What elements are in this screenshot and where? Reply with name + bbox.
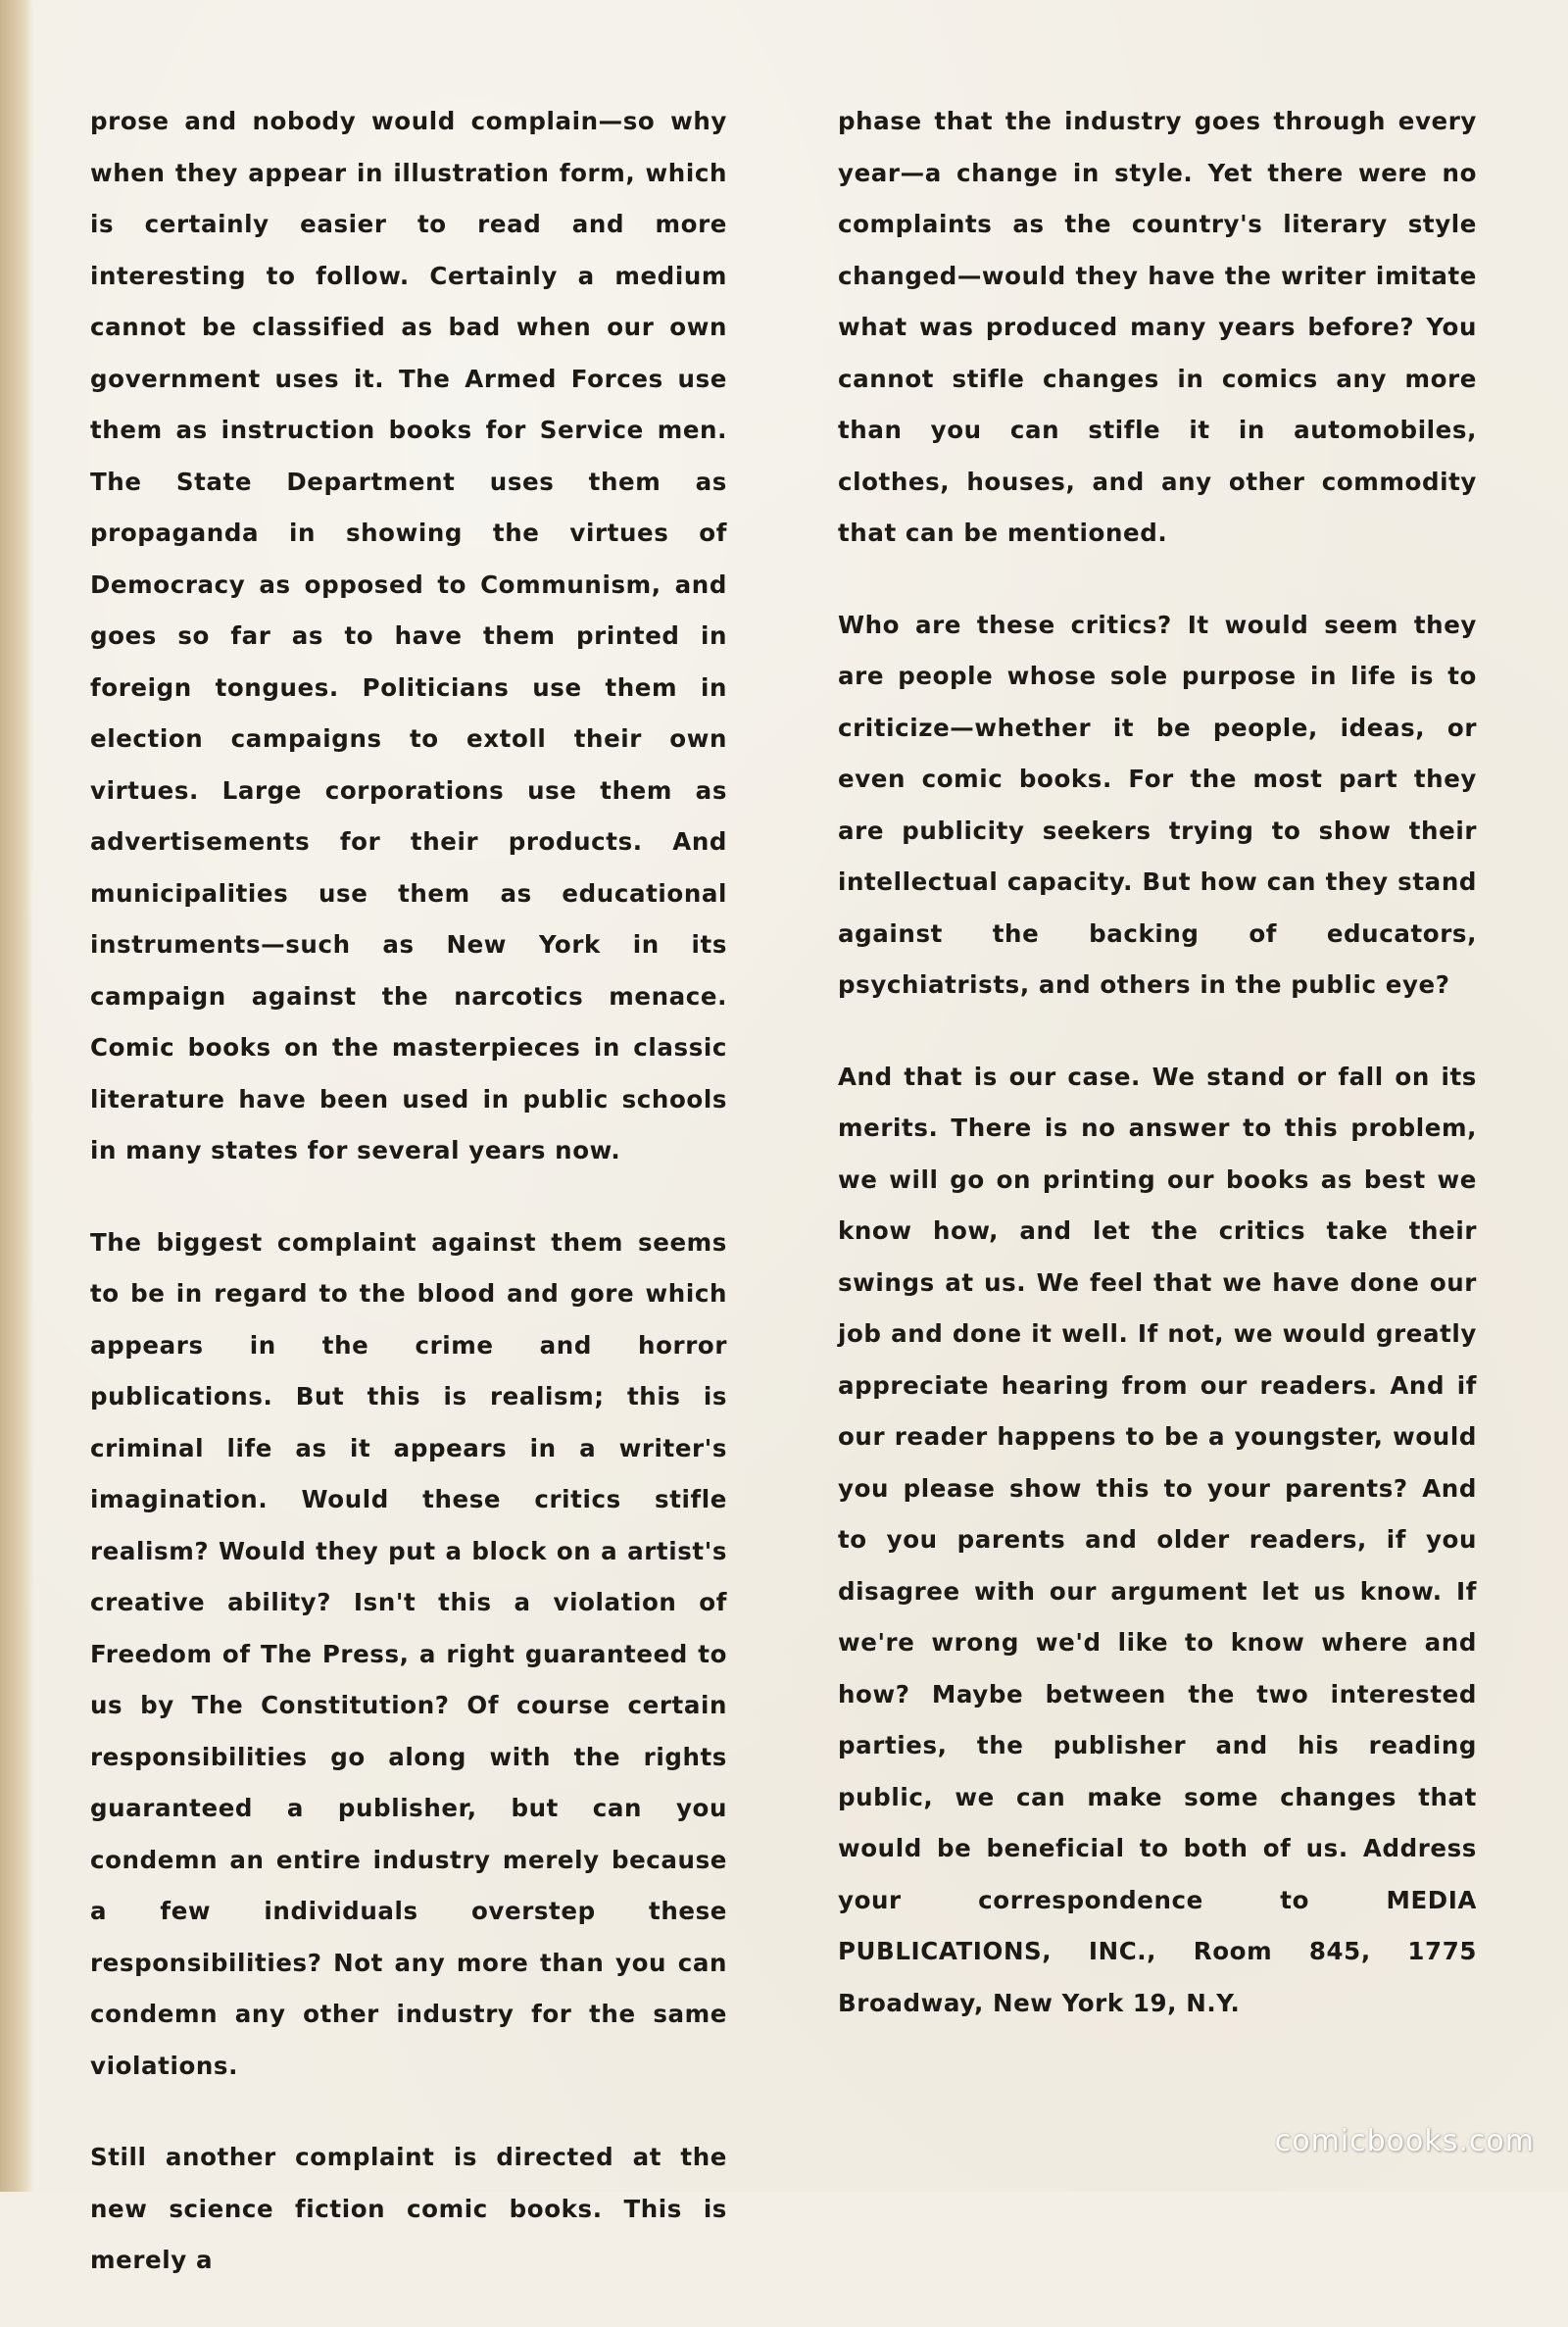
watermark: comicbooks.com: [1274, 2124, 1535, 2158]
right-column: [838, 96, 1477, 2069]
left-column: [90, 96, 727, 2327]
right-paragraph-1: phase that the industry goes through every year—a change in style. Yet there were no complaints as the country's literary style changed—would they have the writer imitate what was produced many years before? You cannot stifle changes in comics any more than you can stifle it in automobiles, clothes, houses, and any other commodity that can be mentioned.: [838, 107, 1477, 547]
binding-edge: [0, 0, 33, 2192]
left-paragraph-3: Still another complaint is directed at the new science fiction comic books. This is merely a: [90, 2143, 727, 2274]
right-paragraph-2: Who are these critics? It would seem they are people whose sole purpose in life is to criticize—whether it be people, ideas, or even comic books. For the most part they are publicity seekers trying to show their intellectual capacity. But how can they stand against the backing of educators, psychiatrists, and others in the public eye?: [838, 610, 1477, 999]
left-paragraph-2: The biggest complaint against them seems to be in regard to the blood and gore which appears in the crime and horror publications. But this is realism; this is criminal life as it appears in a writer's imagination. Would these critics stifle realism? Would they put a block on a artist's creative ability? Isn't this a violation of Freedom of The Press, a right guaranteed to us by The Constitution? Of course certain responsibilities go along with the rights guaranteed a publisher, but can you condemn an entire industry merely because a few individuals overstep these responsibilities? Not any more than you can condemn any other industry for the same violations.: [90, 1227, 727, 2080]
right-paragraph-3: And that is our case. We stand or fall on its merits. There is no answer to this problem, we will go on printing our books as best we know how, and let the critics take their swings at us. We feel that we have done our job and done it well. If not, we would greatly appreciate hearing from our readers. And if our reader happens to be a youngster, would you please show this to your parents? And to you parents and older readers, if you disagree with our argument let us know. If we're wrong we'd like to know where and how? Maybe between the two interested parties, the publisher and his reading public, we can make some changes that would be beneficial to both of us. Address your correspondence to MEDIA PUBLICATIONS, INC., Room 845, 1775 Broadway, New York 19, N.Y.: [838, 1062, 1477, 2017]
left-paragraph-1: prose and nobody would complain—so why when they appear in illustration form, which is certainly easier to read and more interesting to follow. Certainly a medium cannot be classified as bad when our own government uses it. The Armed Forces use them as instruction books for Service men. The State Department uses them as propaganda in showing the virtues of Democracy as opposed to Communism, and goes so far as to have them printed in foreign tongues. Politicians use them in election campaigns to extoll their own virtues. Large corporations use them as advertisements for their products. And municipalities use them as educational instruments—such as New York in its campaign against the narcotics menace. Comic books on the masterpieces in classic literature have been used in public schools in many states for several years now.: [90, 107, 727, 1164]
